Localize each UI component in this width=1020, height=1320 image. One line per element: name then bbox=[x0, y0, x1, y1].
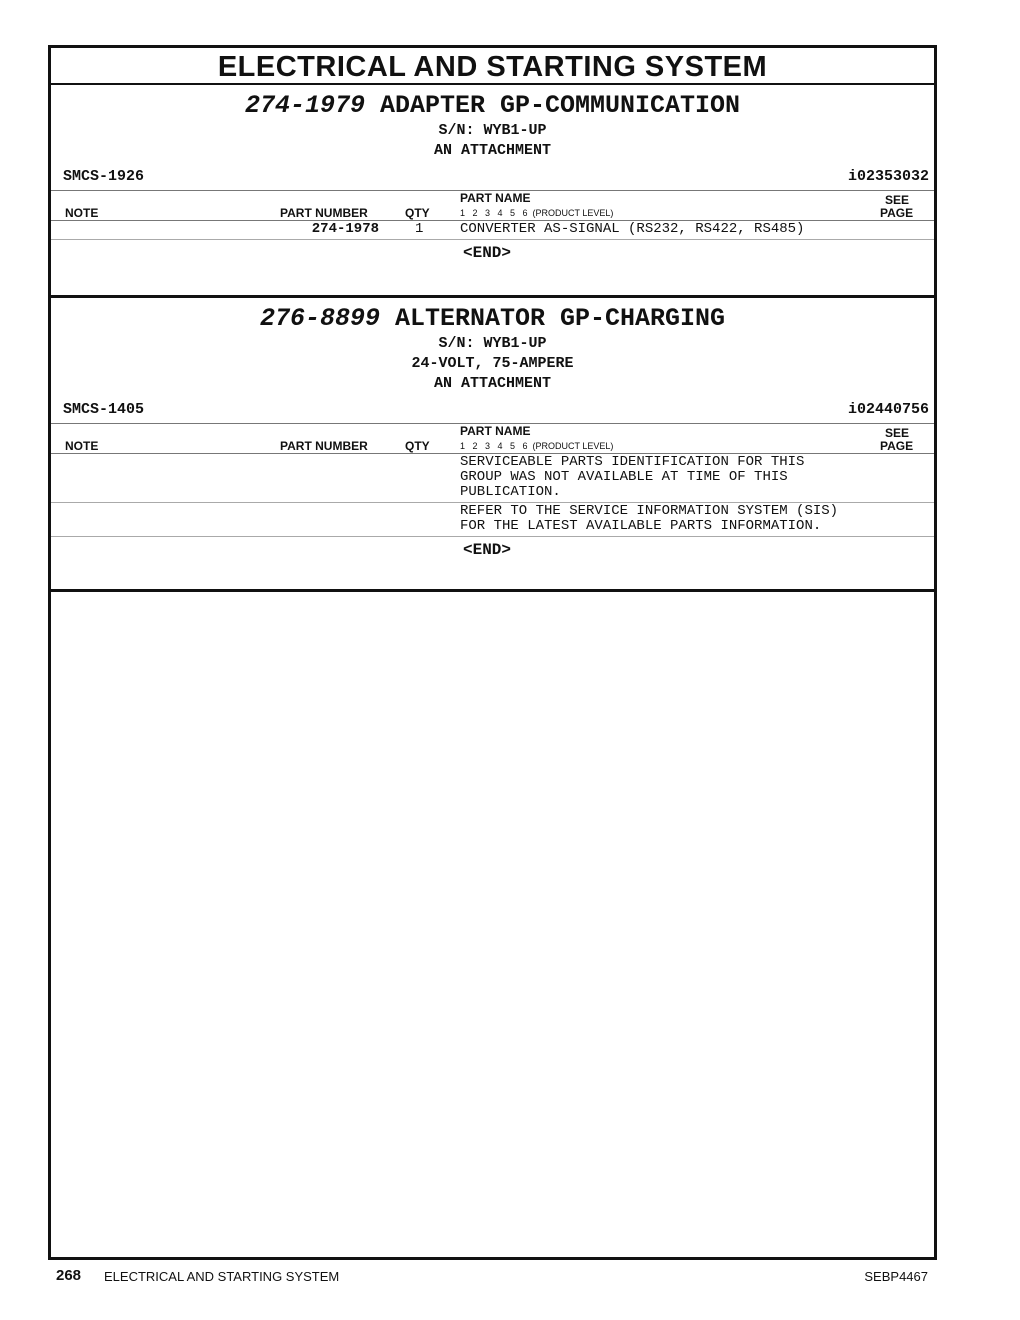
col-page: PAGE bbox=[880, 206, 914, 220]
end-marker: <END> bbox=[463, 541, 512, 559]
group-title bbox=[51, 298, 934, 334]
document-ref: i02440756 bbox=[847, 401, 929, 418]
col-qty: QTY bbox=[405, 439, 430, 453]
footer-title: ELECTRICAL AND STARTING SYSTEM bbox=[104, 1269, 340, 1284]
col-product-level: 1 2 3 4 5 6 (PRODUCT LEVEL) bbox=[460, 441, 614, 451]
part-name: SERVICEABLE PARTS IDENTIFICATION FOR THIS GROUP WAS NOT AVAILABLE AT TIME OF THIS PUBLICATION. bbox=[460, 454, 805, 500]
page-frame bbox=[48, 45, 937, 1260]
column-header bbox=[51, 424, 934, 454]
quantity: 1 bbox=[415, 221, 424, 237]
group-name: ADAPTER GP-COMMUNICATION bbox=[379, 91, 741, 120]
serial-number: S/N: WYB1-UP bbox=[438, 122, 547, 139]
part-name: CONVERTER AS-SIGNAL (RS232, RS422, RS485) bbox=[460, 221, 805, 237]
part-number: 274-1978 bbox=[311, 221, 379, 237]
col-note: NOTE bbox=[65, 439, 99, 453]
section-header bbox=[51, 85, 934, 161]
section-header bbox=[51, 298, 934, 394]
document-ref: i02353032 bbox=[847, 168, 929, 185]
page-footer bbox=[56, 1267, 928, 1287]
col-qty: QTY bbox=[405, 206, 430, 220]
smcs-code: SMCS-1405 bbox=[63, 401, 145, 418]
attachment-note: AN ATTACHMENT bbox=[433, 375, 552, 392]
column-header bbox=[51, 191, 934, 221]
col-part-number: PART NUMBER bbox=[280, 206, 368, 220]
col-see: SEE bbox=[885, 193, 910, 207]
col-note: NOTE bbox=[65, 206, 99, 220]
group-number: 274-1979 bbox=[244, 91, 365, 120]
col-part-name: PART NAME bbox=[460, 191, 531, 205]
table-row bbox=[51, 454, 934, 503]
table-row bbox=[51, 503, 934, 537]
attachment-note: AN ATTACHMENT bbox=[433, 142, 552, 159]
col-page: PAGE bbox=[880, 439, 914, 453]
group-section-alternator bbox=[51, 298, 934, 592]
col-part-name: PART NAME bbox=[460, 424, 531, 438]
document-id: SEBP4467 bbox=[864, 1269, 928, 1284]
col-see: SEE bbox=[885, 426, 910, 440]
smcs-row bbox=[51, 400, 934, 424]
group-number: 276-8899 bbox=[259, 304, 380, 333]
col-product-level: 1 2 3 4 5 6 (PRODUCT LEVEL) bbox=[460, 208, 614, 218]
serial-number: S/N: WYB1-UP bbox=[438, 335, 547, 352]
group-name: ALTERNATOR GP-CHARGING bbox=[394, 304, 726, 333]
group-title bbox=[51, 85, 934, 121]
page-title: ELECTRICAL AND STARTING SYSTEM bbox=[51, 48, 934, 85]
table-row bbox=[51, 221, 934, 240]
smcs-code: SMCS-1926 bbox=[63, 168, 145, 185]
page-number: 268 bbox=[56, 1267, 82, 1284]
smcs-row bbox=[51, 167, 934, 191]
group-section-adapter bbox=[51, 85, 934, 298]
end-marker: <END> bbox=[463, 244, 512, 262]
part-name: REFER TO THE SERVICE INFORMATION SYSTEM (SIS) FOR THE LATEST AVAILABLE PARTS INFORMATION. bbox=[460, 503, 839, 534]
col-part-number: PART NUMBER bbox=[280, 439, 368, 453]
voltage-rating: 24-VOLT, 75-AMPERE bbox=[411, 355, 574, 372]
